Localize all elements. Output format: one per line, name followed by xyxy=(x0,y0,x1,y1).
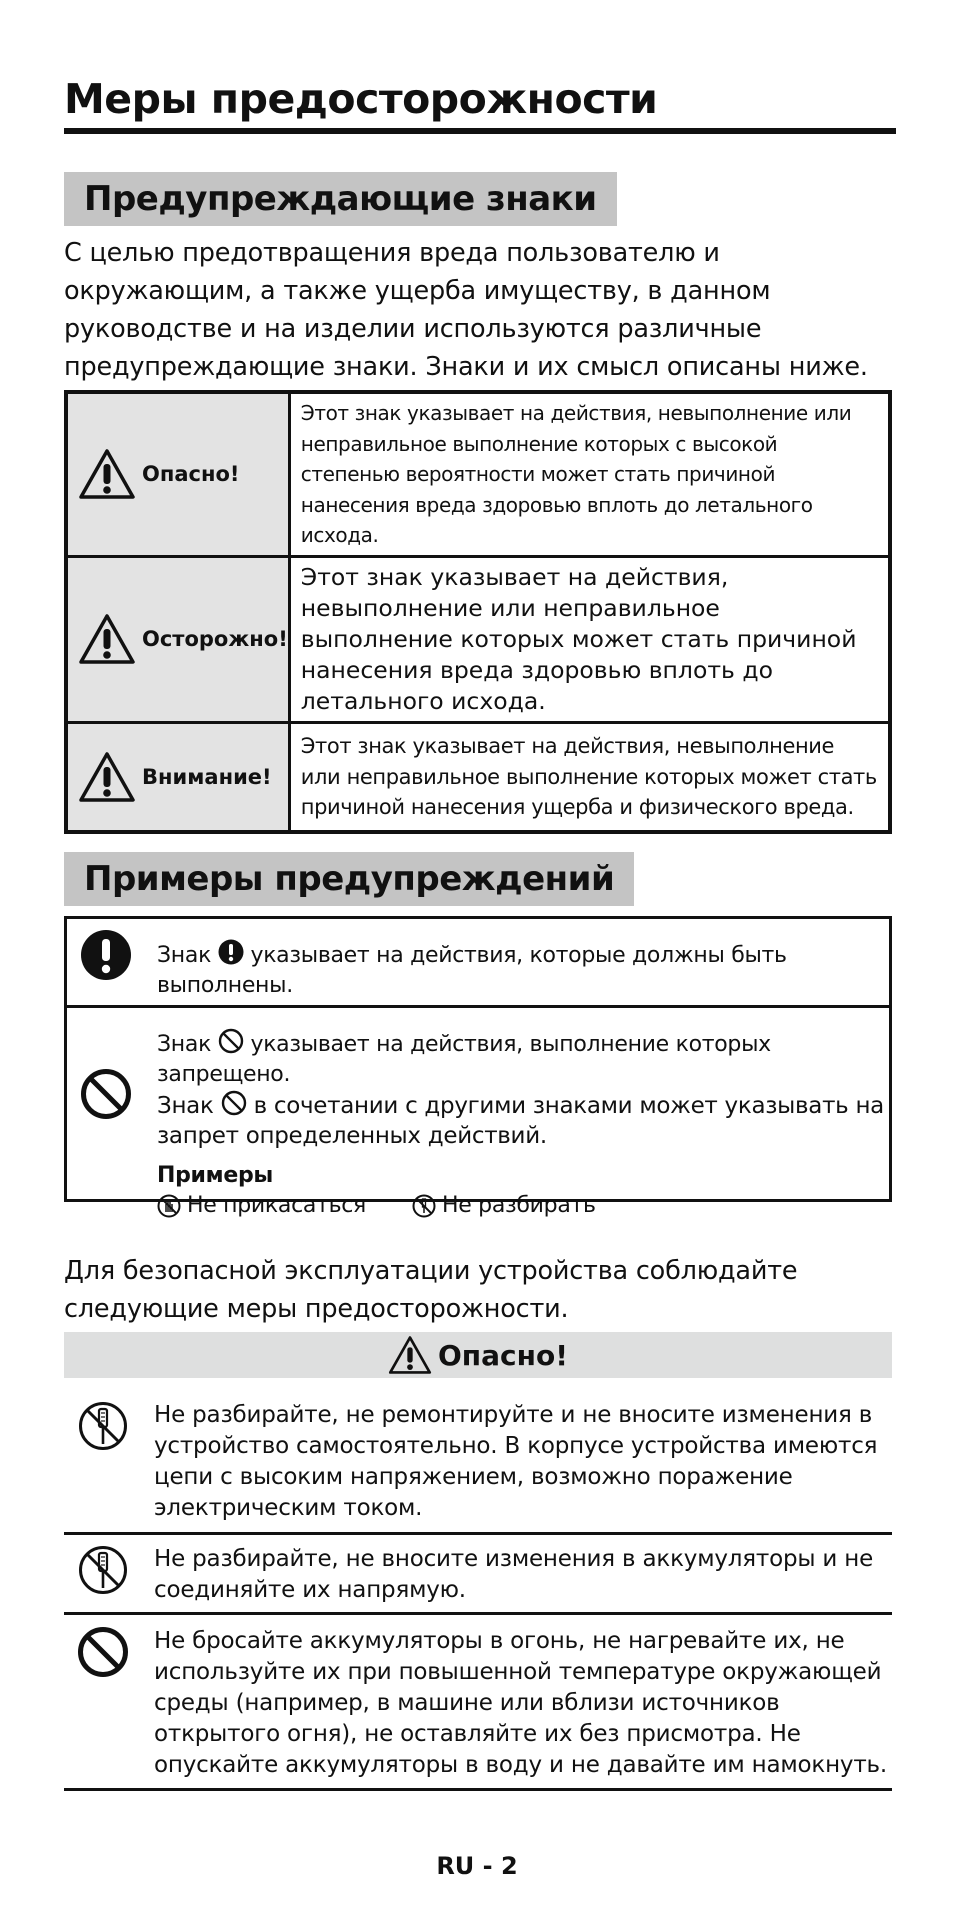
combined-prefix: Знак xyxy=(157,1093,214,1119)
no-disassemble-icon xyxy=(77,1400,129,1452)
examples-heading: Примеры предупреждений xyxy=(64,852,634,906)
safety-item-text: Не разбирайте, не ремонтируйте и не вносите изменения в устройство самостоятельно. В корпусе устройства имеются цепи с высоким напряжением, возможно поражение электрическим током. xyxy=(154,1402,878,1521)
combined-text: в сочетании с другими знаками может указывать на запрет определенных действий. xyxy=(157,1093,884,1149)
signal-label-danger: Опасно! xyxy=(142,462,240,487)
safety-item-text: Не разбирайте, не вносите изменения в аккумуляторы и не соединяйте их напрямую. xyxy=(154,1546,874,1603)
warning-triangle-icon xyxy=(78,751,136,803)
danger-label: Опасно! xyxy=(438,1338,568,1372)
safety-item xyxy=(64,1626,892,1781)
no-disassemble-icon xyxy=(77,1544,129,1596)
no-disassemble-icon xyxy=(412,1194,436,1218)
page-number: RU - 2 xyxy=(436,1852,518,1880)
examples-box xyxy=(64,916,892,1218)
warning-triangle-icon xyxy=(78,613,136,665)
signal-description: Этот знак указывает на действия, невыполнение или неправильное выполнение которых может стать причиной нанесения ущерба и физического вреда. xyxy=(289,722,890,832)
warning-signs-heading: Предупреждающие знаки xyxy=(64,172,617,226)
table-row xyxy=(66,722,890,832)
table-row xyxy=(66,392,890,556)
mandatory-inline-icon xyxy=(218,939,244,965)
mandatory-row xyxy=(67,919,889,1005)
mandatory-text: указывает на действия, которые должны быть выполнены. xyxy=(157,943,787,998)
danger-bar xyxy=(64,1332,892,1378)
warning-triangle-icon xyxy=(388,1335,432,1375)
divider xyxy=(64,1532,892,1535)
prohibited-inline-icon xyxy=(218,1028,244,1054)
examples-title: Примеры xyxy=(157,1163,274,1188)
signal-cell xyxy=(66,556,289,722)
prohibited-text: указывает на действия, выполнение которых запрещено. xyxy=(157,1032,771,1087)
signal-label-warning: Осторожно! xyxy=(142,627,288,651)
safety-item-text: Не бросайте аккумуляторы в огонь, не нагревайте их, не используйте их при повышенной температуре окружающей среды (например, в машине или вблизи источников открытого огня), не оставляйте их без присмотра. Не опускайте аккумуляторы в воду и не давайте им намокнуть. xyxy=(154,1628,887,1778)
safety-intro: Для безопасной эксплуатации устройства соблюдайте следующие меры предосторожности. xyxy=(64,1256,798,1324)
signal-cell xyxy=(66,392,289,556)
example-label-no-touch: Не прикасаться xyxy=(187,1193,366,1218)
mandatory-action-icon xyxy=(80,929,132,981)
signal-cell xyxy=(66,722,289,832)
prohibited-icon xyxy=(80,1068,132,1120)
divider xyxy=(64,1612,892,1615)
signal-label-caution: Внимание! xyxy=(142,764,272,789)
divider xyxy=(64,1788,892,1791)
mandatory-prefix: Знак xyxy=(157,943,212,968)
example-label-no-disassemble: Не разбирать xyxy=(441,1193,596,1218)
safety-item xyxy=(64,1544,892,1606)
safety-item xyxy=(64,1400,892,1524)
no-touch-icon xyxy=(157,1194,181,1218)
prohibited-prefix: Знак xyxy=(157,1032,212,1057)
prohibited-icon xyxy=(77,1626,129,1678)
table-row xyxy=(66,556,890,722)
prohibited-row xyxy=(67,1005,889,1218)
signal-description: Этот знак указывает на действия, невыполнение или неправильное выполнение которых может стать причиной нанесения вреда здоровью вплоть до летального исхода. xyxy=(289,556,890,722)
prohibited-inline-icon xyxy=(221,1090,247,1116)
signal-words-table xyxy=(64,390,892,834)
page-title: Меры предосторожности xyxy=(64,76,896,134)
signal-description: Этот знак указывает на действия, невыполнение или неправильное выполнение которых с высокой степенью вероятности может стать причиной нанесения вреда здоровью вплоть до летального исхода. xyxy=(289,392,890,556)
warning-signs-intro: С целью предотвращения вреда пользователю и окружающим, а также ущерба имуществу, в данном руководстве и на изделии используются различные предупреждающие знаки. Знаки и их смысл описаны ниже. xyxy=(64,238,868,382)
warning-triangle-icon xyxy=(78,448,136,500)
